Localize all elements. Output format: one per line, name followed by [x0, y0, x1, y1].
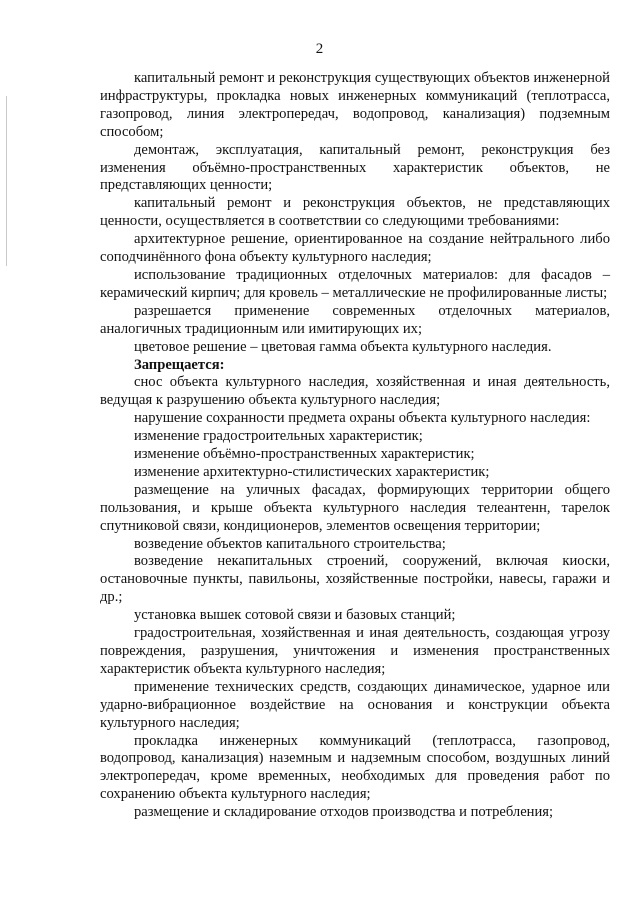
section-heading-prohibited: Запрещается:: [134, 356, 225, 373]
paragraph: разрешается применение современных отделочных материалов, аналогичных традиционным или имитирующих их;: [100, 302, 610, 337]
document-body: [100, 70, 610, 822]
paragraph: демонтаж, эксплуатация, капитальный ремонт, реконструкция без изменения объёмно-пространственных характеристик объектов, не представляющих ценности;: [100, 141, 610, 194]
paragraph: капитальный ремонт и реконструкция существующих объектов инженерной инфраструктуры, прокладка новых инженерных коммуникаций (теплотрасса, газопровод, линия электропередач, водопровод, канализация) подземным способом;: [100, 70, 610, 140]
paragraph: изменение объёмно-пространственных характеристик;: [134, 446, 475, 463]
scan-binding-line: [6, 96, 7, 266]
paragraph: изменение архитектурно-стилистических характеристик;: [134, 463, 490, 480]
paragraph: снос объекта культурного наследия, хозяйственная и иная деятельность, ведущая к разрушению объекта культурного наследия;: [100, 374, 610, 409]
paragraph: нарушение сохранности предмета охраны объекта культурного наследия:: [134, 410, 591, 427]
page-number: 2: [315, 41, 324, 57]
paragraph: использование традиционных отделочных материалов: для фасадов – керамический кирпич; для кровель – металлические не профилированные листы;: [100, 266, 610, 301]
paragraph: размещение и складирование отходов производства и потребления;: [134, 804, 554, 821]
paragraph: прокладка инженерных коммуникаций (теплотрасса, газопровод, водопровод, канализация) наземным и надземным способом, воздушных линий электропередач, кроме временных, необходимых для проведения работ по сохранению объекта культурного наследия;: [100, 732, 610, 803]
paragraph: возведение некапитальных строений, сооружений, включая киоски, остановочные пункты, павильоны, хозяйственные постройки, навесы, гаражи и др.;: [100, 553, 610, 606]
paragraph: градостроительная, хозяйственная и иная деятельность, создающая угрозу повреждения, разрушения, уничтожения и изменения пространственных характеристик объекта культурного наследия;: [100, 625, 610, 677]
paragraph: архитектурное решение, ориентированное на создание нейтрального либо соподчинённого фона объекту культурного наследия;: [100, 231, 610, 266]
paragraph: изменение градостроительных характеристик;: [134, 428, 423, 445]
paragraph: размещение на уличных фасадах, формирующих территории общего пользования, и крыше объекта культурного наследия телеантенн, тарелок спутниковой связи, кондиционеров, элементов освещения территории;: [100, 481, 610, 534]
paragraph: цветовое решение – цветовая гамма объекта культурного наследия.: [134, 338, 552, 355]
paragraph: возведение объектов капитального строительства;: [134, 535, 446, 552]
paragraph: капитальный ремонт и реконструкция объектов, не представляющих ценности, осуществляется в соответствии со следующими требованиями:: [100, 195, 610, 230]
paragraph: установка вышек сотовой связи и базовых станций;: [134, 607, 456, 624]
paragraph: применение технических средств, создающих динамическое, ударное или ударно-вибрационное воздействие на основания и конструкции объекта культурного наследия;: [100, 678, 610, 731]
